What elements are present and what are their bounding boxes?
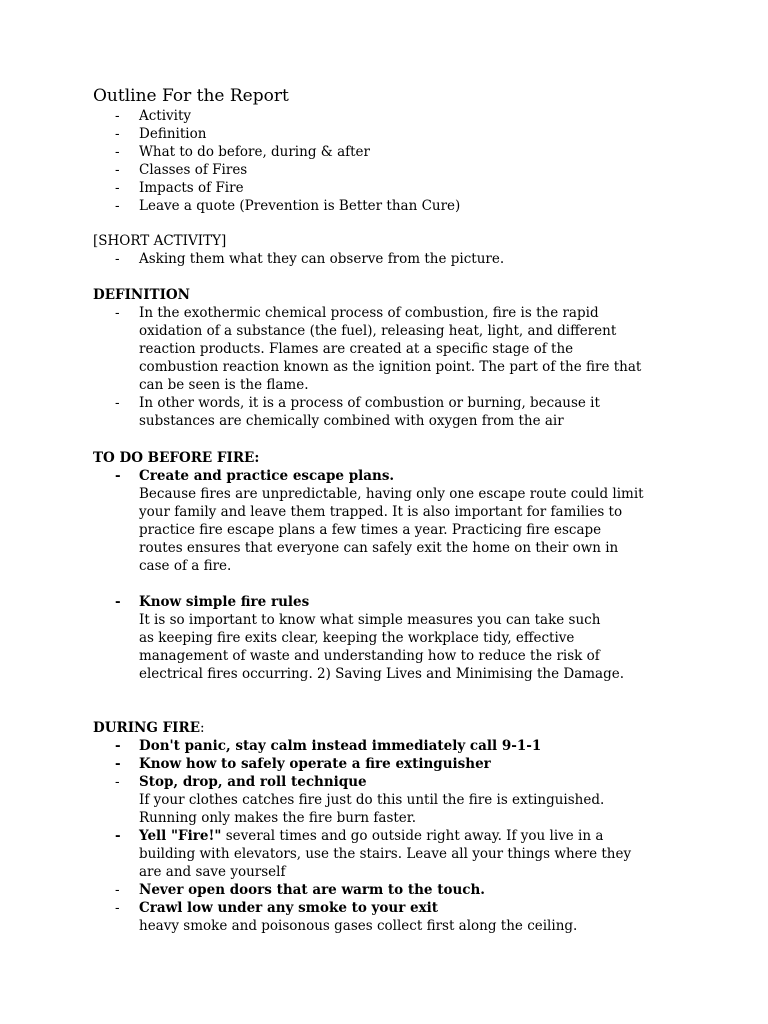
during-heading-text: DURING FIRE	[93, 720, 200, 736]
text-line: combustion reaction known as the ignition point. The part of the fire that	[139, 359, 642, 375]
list-item-text: Leave a quote (Prevention is Better than Cure)	[139, 198, 461, 214]
during-list	[93, 737, 693, 935]
list-item	[93, 773, 693, 827]
bullet-dash: -	[115, 882, 120, 898]
bullet-dash: -	[115, 900, 120, 916]
text-line: substances are chemically combined with oxygen from the air	[139, 413, 564, 429]
text-line: your family and leave them trapped. It is also important for families to	[139, 504, 623, 520]
list-item	[93, 755, 693, 773]
list-item-text: Impacts of Fire	[139, 180, 244, 196]
text-line: oxidation of a substance (the fuel), releasing heat, light, and different	[139, 323, 617, 339]
item-title: Create and practice escape plans.	[139, 468, 395, 484]
text-line: Because fires are unpredictable, having only one escape route could limit	[139, 486, 644, 502]
item-title: Never open doors that are warm to the touch.	[139, 882, 486, 898]
text-line: heavy smoke and poisonous gases collect first along the ceiling.	[139, 918, 578, 934]
text-line: management of waste and understanding how to reduce the risk of	[139, 648, 600, 664]
bullet-dash: -	[115, 251, 120, 267]
text-line	[139, 827, 693, 845]
before-heading: TO DO BEFORE FIRE:	[93, 450, 260, 466]
bullet-dash: -	[115, 305, 120, 321]
bullet-dash: -	[115, 180, 120, 196]
text-line: In the exothermic chemical process of combustion, fire is the rapid	[139, 305, 599, 321]
text-line: routes ensures that everyone can safely exit the home on their own in	[139, 540, 619, 556]
item-title: Don't panic, stay calm instead immediately call 9-1-1	[139, 738, 542, 754]
text-line: case of a fire.	[139, 558, 232, 574]
text-line: In other words, it is a process of combustion or burning, because it	[139, 395, 600, 411]
bullet-dash: -	[115, 738, 121, 754]
list-item	[93, 881, 693, 899]
outline-list	[93, 107, 693, 215]
definition-list	[93, 304, 693, 430]
bullet-dash: -	[115, 594, 121, 610]
yell-fire-rest: several times and go outside right away. If you live in a	[221, 828, 604, 844]
paragraph	[139, 485, 693, 575]
before-list	[93, 467, 693, 683]
item-title: Crawl low under any smoke to your exit	[139, 900, 439, 916]
activity-heading: [SHORT ACTIVITY]	[93, 233, 227, 249]
list-item	[93, 304, 693, 394]
list-item	[93, 179, 693, 197]
text-line: If your clothes catches fire just do this until the fire is extinguished.	[139, 792, 605, 808]
bullet-dash: -	[115, 162, 120, 178]
list-item	[93, 161, 693, 179]
item-title: Know simple fire rules	[139, 594, 310, 610]
paragraph	[139, 791, 693, 827]
bullet-dash: -	[115, 126, 120, 142]
bullet-dash: -	[115, 756, 121, 772]
text-line: It is so important to know what simple measures you can take such	[139, 612, 601, 628]
text-line: are and save yourself	[139, 864, 286, 880]
outline-title: Outline For the Report	[93, 86, 289, 106]
during-heading	[93, 719, 205, 737]
text-line: as keeping fire exits clear, keeping the workplace tidy, effective	[139, 630, 575, 646]
list-item-text: Definition	[139, 126, 207, 142]
list-item	[93, 197, 693, 215]
during-heading-colon: :	[200, 720, 205, 736]
paragraph	[139, 917, 693, 935]
list-item-text: What to do before, during & after	[139, 144, 370, 160]
list-item	[93, 467, 693, 575]
item-title: Stop, drop, and roll technique	[139, 774, 367, 790]
list-item	[93, 737, 693, 755]
yell-fire-bold: Yell "Fire!"	[139, 828, 222, 844]
bullet-dash: -	[115, 144, 120, 160]
activity-list	[93, 250, 693, 268]
paragraph	[139, 827, 693, 881]
list-item	[93, 827, 693, 881]
list-item	[93, 899, 693, 935]
definition-heading: DEFINITION	[93, 287, 191, 303]
list-item	[93, 125, 693, 143]
bullet-dash: -	[115, 468, 121, 484]
text-line: Running only makes the fire burn faster.	[139, 810, 417, 826]
list-item	[93, 593, 693, 683]
paragraph	[139, 394, 693, 430]
list-item	[93, 107, 693, 125]
list-item	[93, 143, 693, 161]
list-item	[93, 250, 693, 268]
paragraph	[139, 304, 693, 394]
item-title: Know how to safely operate a fire extinguisher	[139, 756, 491, 772]
text-line: can be seen is the flame.	[139, 377, 309, 393]
text-line: reaction products. Flames are created at a specific stage of the	[139, 341, 574, 357]
text-line: practice fire escape plans a few times a year. Practicing fire escape	[139, 522, 602, 538]
bullet-dash: -	[115, 198, 120, 214]
paragraph	[139, 611, 693, 683]
list-item	[93, 394, 693, 430]
text-line: electrical fires occurring. 2) Saving Lives and Minimising the Damage.	[139, 666, 625, 682]
bullet-dash: -	[115, 108, 120, 124]
bullet-dash: -	[115, 774, 120, 790]
bullet-dash: -	[115, 828, 121, 844]
list-item-text: Asking them what they can observe from the picture.	[139, 251, 505, 267]
list-item-text: Classes of Fires	[139, 162, 248, 178]
text-line: building with elevators, use the stairs. Leave all your things where they	[139, 846, 632, 862]
bullet-dash: -	[115, 395, 120, 411]
list-item-text: Activity	[139, 108, 192, 124]
